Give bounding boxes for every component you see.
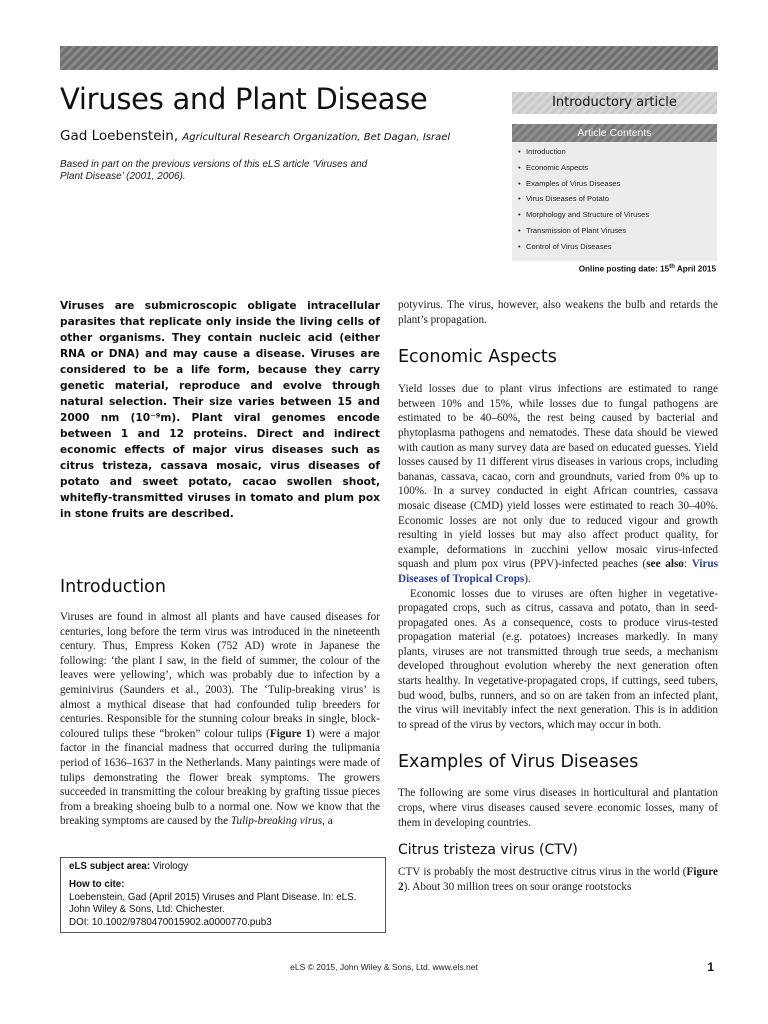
left-column	[60, 298, 380, 829]
article-type-tag: Introductory article	[512, 92, 717, 114]
bullet-icon: •	[518, 210, 521, 220]
top-banner	[60, 46, 718, 70]
footer-copyright: eLS © 2015, John Wiley & Sons, Ltd. www.els.net	[290, 962, 478, 972]
author-line	[60, 128, 450, 144]
author-affiliation: Agricultural Research Organization, Bet Dagan, Israel	[182, 132, 451, 143]
how-to-cite-label: How to cite:	[69, 879, 125, 891]
examples-paragraph: The following are some virus diseases in horticultural and plantation crops, where virus diseases caused severe economic losses, many of them in developing countries.	[398, 787, 718, 829]
contents-item-introduction[interactable]: • Introduction	[518, 144, 717, 160]
introduction-heading: Introduction	[60, 577, 166, 597]
subject-area-value: Virology	[152, 861, 189, 872]
article-title: Viruses and Plant Disease	[60, 82, 428, 116]
contents-item-potato[interactable]: • Virus Diseases of Potato	[518, 191, 717, 207]
based-note: Based in part on the previous versions of this eLS article ‘Viruses and Plant Disease’ (2001, 2006).	[60, 159, 368, 182]
bullet-icon: •	[518, 147, 521, 156]
introduction-paragraph: Viruses are found in almost all plants and have caused diseases for centuries, long before the term virus was introduced in the nineteenth century. Thus, Empress Koken (752 AD) wrote in Japanese the following: ‘the plant I saw, in the field of summer, the colour of the leaves were yellowing’, which was probably due to infection by a geminivirus (Saunders et al., 2003). The ‘Tulip-breaking virus’ is almost a mythical disease that had confounded tulip breeders for centuries. Responsible for the stunning colour breaks in single, block-coloured tulips these “broken” colour tulips (Figure 1) were a major factor in the financial madness that occurred during the tulipmania period of 1636–1637 in the Netherlands. Many paintings were made of tulips demonstrating the flower break symptoms. The growers succeeded in transmitting the colour breaking by grafting tissue pieces from a breaking shoeing bulb to a normal one. Now we know that the breaking symptoms are caused by the Tulip-breaking virus, a	[60, 611, 380, 828]
ctv-heading: Citrus tristeza virus (CTV)	[398, 842, 578, 859]
doi-text[interactable]: DOI: 10.1002/9780470015902.a0000770.pub3	[69, 916, 272, 928]
posting-date: Online posting date: 15th April 2015	[578, 264, 716, 274]
bullet-icon: •	[518, 241, 521, 251]
citation-text: Loebenstein, Gad (April 2015) Viruses and Plant Disease. In: eLS. John Wiley & Sons, Ltd: Chichester.	[69, 891, 357, 916]
contents-box	[512, 142, 717, 261]
examples-heading: Examples of Virus Diseases	[398, 752, 639, 773]
subject-box	[60, 857, 386, 933]
abstract: Viruses are submicroscopic obligate intracellular parasites that replicate only inside the living cells of other organisms. They contain nucleic acid (either RNA or DNA) and may cause a disease. Viruses are considered to be a life form, because they carry genetic material, reproduce and evolve through natural selection. Their size varies between 15 and 2000 nm (10⁻⁹m). Plant viral genomes encode between 1 and 12 proteins. Direct and indirect economic effects of major virus diseases such as citrus tristeza, cassava mosaic, virus diseases of potato and sweet potato, cacao swollen shoot, whitefly-transmitted viruses in tomato and plum pox in stone fruits are described.	[60, 300, 380, 520]
contents-item-economic-aspects[interactable]: • Economic Aspects	[518, 160, 717, 176]
contents-item-control[interactable]: • Control of Virus Diseases	[518, 239, 717, 255]
contents-item-morphology[interactable]: • Morphology and Structure of Viruses	[518, 207, 717, 223]
figure-2-ref[interactable]: Figure 2	[398, 866, 718, 893]
bullet-icon: •	[518, 162, 521, 172]
ctv-paragraph: CTV is probably the most destructive citrus virus in the world (Figure 2). About 30 million trees on sour orange rootstocks	[398, 866, 718, 893]
figure-1-ref[interactable]: Figure 1	[269, 727, 312, 740]
right-column	[398, 298, 718, 894]
economic-paragraph-2: Economic losses due to viruses are often higher in vegetative-propagated crops, such as citrus, cassava and potato, than in seed-propagated ones. As a consequence, costs to produce virus-tested propagation material (e.g. potatoes) increases markedly. In many plants, viruses are not transmitted through true seeds, a mechanism developed throughout evolution whereby the next generation often starts healthy. In vegetative-propagated crops, if cuttings, seed tubers, bud wood, bulbs, runners, and so on are taken from an infected plant, the virus will inevitably infect the next generation. This is in addition to spread of the virus by vectors, which may occur in both.	[398, 587, 718, 731]
virus-diseases-tropical-crops-link[interactable]: Virus Diseases of Tropical Crops	[398, 558, 719, 585]
author-name: Gad Loebenstein,	[60, 128, 179, 144]
bullet-icon: •	[518, 194, 521, 204]
contents-list	[512, 142, 717, 255]
subject-area-label: eLS subject area:	[69, 861, 151, 872]
bullet-icon: •	[518, 225, 521, 235]
contents-title: Article Contents	[512, 124, 717, 142]
bullet-icon: •	[518, 178, 521, 188]
page-number: 1	[707, 960, 714, 974]
continuation-paragraph: potyvirus. The virus, however, also weakens the bulb and retards the plant’s propagation.	[398, 299, 718, 326]
economic-aspects-heading: Economic Aspects	[398, 347, 557, 368]
economic-paragraph-1: Yield losses due to plant virus infections are estimated to range between 10% and 15%, while losses due to fungal pathogens are estimated to be 40–60%, the rest being caused by bacterial and phytoplasma pathogens and nematodes. These data should be viewed with caution as many survey data are based on educated guesses. Yield losses caused by 11 different virus diseases in various crops, including bananas, cassava, cacao, corn and groundnuts, varied from 0% up to 100%. In a survey conducted in eight African countries, cassava mosaic disease (CMD) yield losses were estimated to reach 30–40%. Economic losses are not only due to reduced vigour and growth resulting in yield losses but may also affect product quality, for example, deformations in zucchini yellow mosaic virus-infected squash and plum pox virus (PPV)-infected peaches (see also: Virus Diseases of Tropical Crops).	[398, 383, 719, 585]
contents-item-examples[interactable]: • Examples of Virus Diseases	[518, 176, 717, 192]
contents-item-transmission[interactable]: • Transmission of Plant Viruses	[518, 223, 717, 239]
